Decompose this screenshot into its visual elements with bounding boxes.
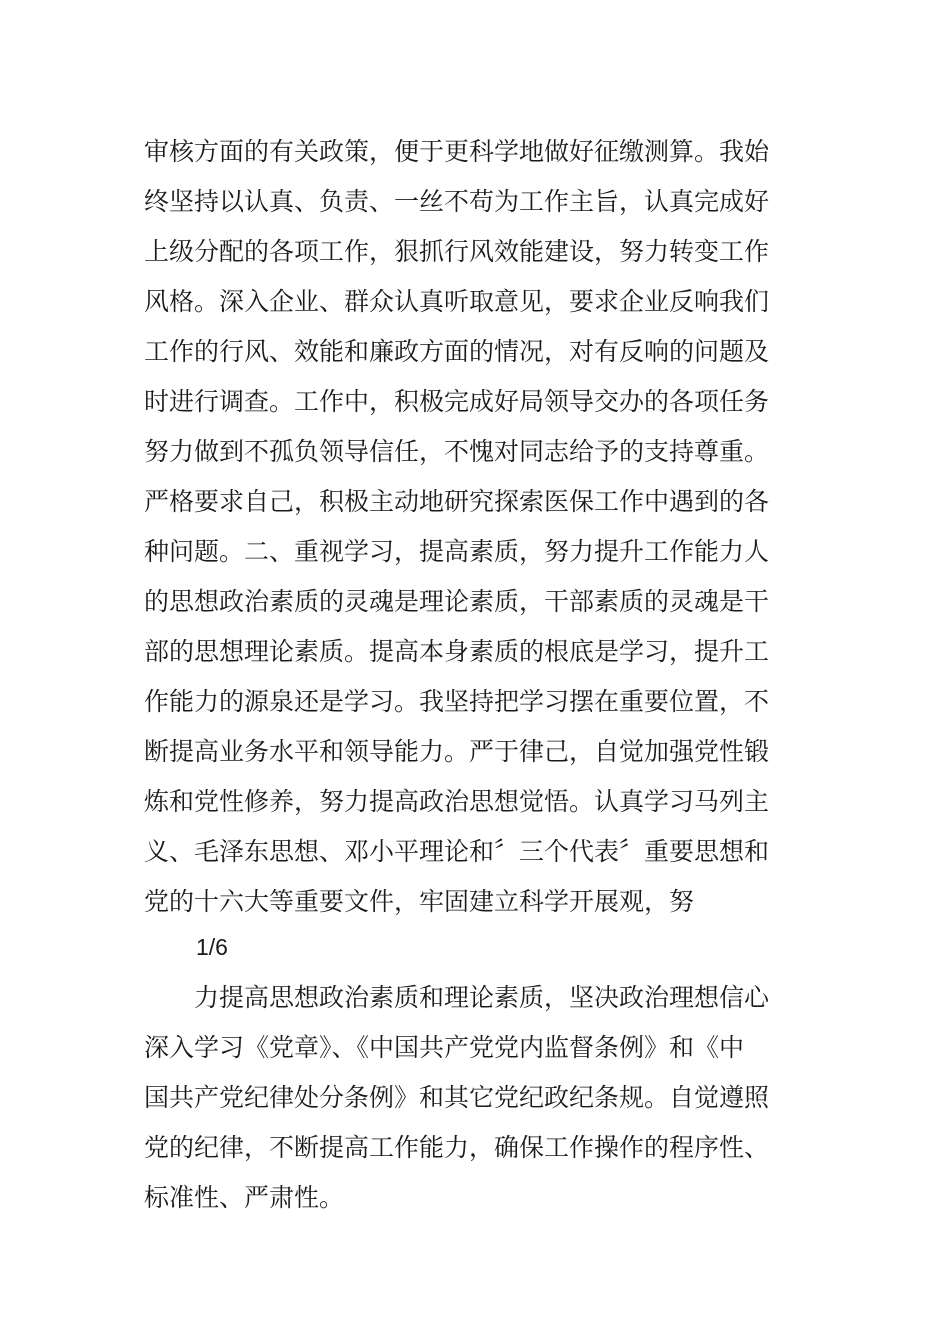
page-number: 1/6: [196, 934, 228, 960]
text-line: 时进行调查。工作中，积极完成好局领导交办的各项任务: [144, 387, 770, 416]
text-line: 上级分配的各项工作，狠抓行风效能建设，努力转变工作: [144, 237, 770, 266]
text-line: 的思想政治素质的灵魂是理论素质，干部素质的灵魂是干: [144, 587, 770, 616]
text-line: 力提高思想政治素质和理论素质，坚决政治理想信心: [144, 983, 770, 1012]
text-line: 义、毛泽东思想、邓小平理论和〞三个代表〞重要思想和: [144, 837, 770, 866]
text-line: 断提高业务水平和领导能力。严于律己，自觉加强党性锻: [144, 737, 770, 766]
text-line: 终坚持以认真、负责、一丝不苟为工作主旨，认真完成好: [144, 187, 770, 216]
text-line: 审核方面的有关政策，便于更科学地做好征缴测算。我始: [144, 137, 770, 166]
text-line: 工作的行风、效能和廉政方面的情况，对有反响的问题及: [144, 337, 770, 366]
text-line: 风格。深入企业、群众认真听取意见，要求企业反响我们: [144, 287, 770, 316]
text-line: 标准性、严肃性。: [144, 1183, 345, 1212]
text-line: 种问题。二、重视学习，提高素质，努力提升工作能力人: [144, 537, 770, 566]
text-line: 国共产党纪律处分条例》和其它党纪政纪条规。自觉遵照: [144, 1083, 770, 1112]
text-line: 炼和党性修养，努力提高政治思想觉悟。认真学习马列主: [144, 787, 770, 816]
text-line: 努力做到不孤负领导信任，不愧对同志给予的支持尊重。: [144, 437, 770, 466]
text-line: 深入学习《党章》、《中国共产党党内监督条例》和《中: [144, 1033, 745, 1062]
text-line: 党的纪律，不断提高工作能力，确保工作操作的程序性、: [144, 1133, 770, 1162]
text-line: 党的十六大等重要文件，牢固建立科学开展观，努: [144, 887, 695, 916]
text-line: 严格要求自己，积极主动地研究探索医保工作中遇到的各: [144, 487, 770, 516]
text-line: 部的思想理论素质。提高本身素质的根底是学习，提升工: [144, 637, 770, 666]
text-line: 作能力的源泉还是学习。我坚持把学习摆在重要位置，不: [144, 687, 770, 716]
